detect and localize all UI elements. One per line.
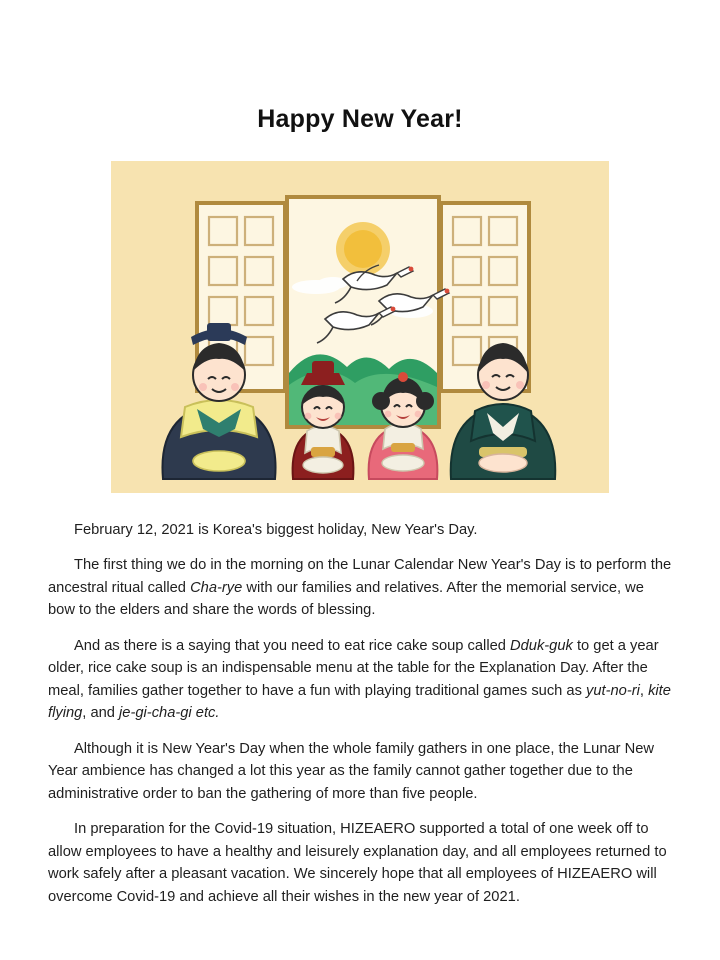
paragraph-4 bbox=[48, 738, 672, 805]
paragraph-3-run-3: to get a year older, rice cake soup is an indispensable menu at the table for the Explanation Day. After the meal, families gather together to have a fun with playing traditional games such as bbox=[48, 637, 659, 699]
paragraph-3-run-1: And as there is a saying that you need to eat rice cake soup called bbox=[74, 637, 510, 654]
illustration-container bbox=[111, 161, 609, 493]
paragraph-2 bbox=[48, 554, 672, 621]
paragraph-5-text: In preparation for the Covid-19 situation, HIZEAERO supported a total of one week off to allow employees to have a healthy and leisurely explanation day, and all employees returned to work safely after a pleasant vacation. We sincerely hope that all employees of HIZEAERO will overcome Covid-19 and achieve all their wishes in the new year of 2021. bbox=[48, 821, 667, 905]
paragraph-1-text: February 12, 2021 is Korea's biggest holiday, New Year's Day. bbox=[74, 522, 478, 538]
paragraph-3 bbox=[48, 635, 672, 725]
article-body bbox=[48, 519, 672, 908]
paragraph-2-run-3: with our families and relatives. After the memorial service, we bow to the elders and share the words of blessing. bbox=[48, 579, 644, 619]
paragraph-4-text: Although it is New Year's Day when the whole family gathers in one place, the Lunar New Year ambience has changed a lot this year as the family cannot gather together due to the administrative order to ban the gathering of more than five people. bbox=[48, 740, 655, 802]
paragraph-3-run-7: , and bbox=[82, 705, 120, 722]
korean-new-year-family-illustration bbox=[111, 161, 609, 493]
page-title: Happy New Year! bbox=[257, 105, 463, 133]
paragraph-2-run-2-italic: Cha-rye bbox=[190, 579, 243, 596]
paragraph-3-run-5: , bbox=[639, 682, 649, 699]
paragraph-3-run-4-italic: yut-no-ri bbox=[586, 682, 640, 699]
paragraph-2-run-1: The first thing we do in the morning on the Lunar Calendar New Year's Day is to perform the ancestral ritual called bbox=[48, 557, 672, 596]
paragraph-3-run-2-italic: Dduk-guk bbox=[510, 637, 573, 654]
paragraph-5 bbox=[48, 818, 672, 908]
paragraph-3-run-8-italic: je-gi-cha-gi etc. bbox=[119, 705, 220, 722]
paragraph-3-run-6-italic: kite flying bbox=[48, 682, 671, 722]
paragraph-1 bbox=[48, 519, 672, 541]
